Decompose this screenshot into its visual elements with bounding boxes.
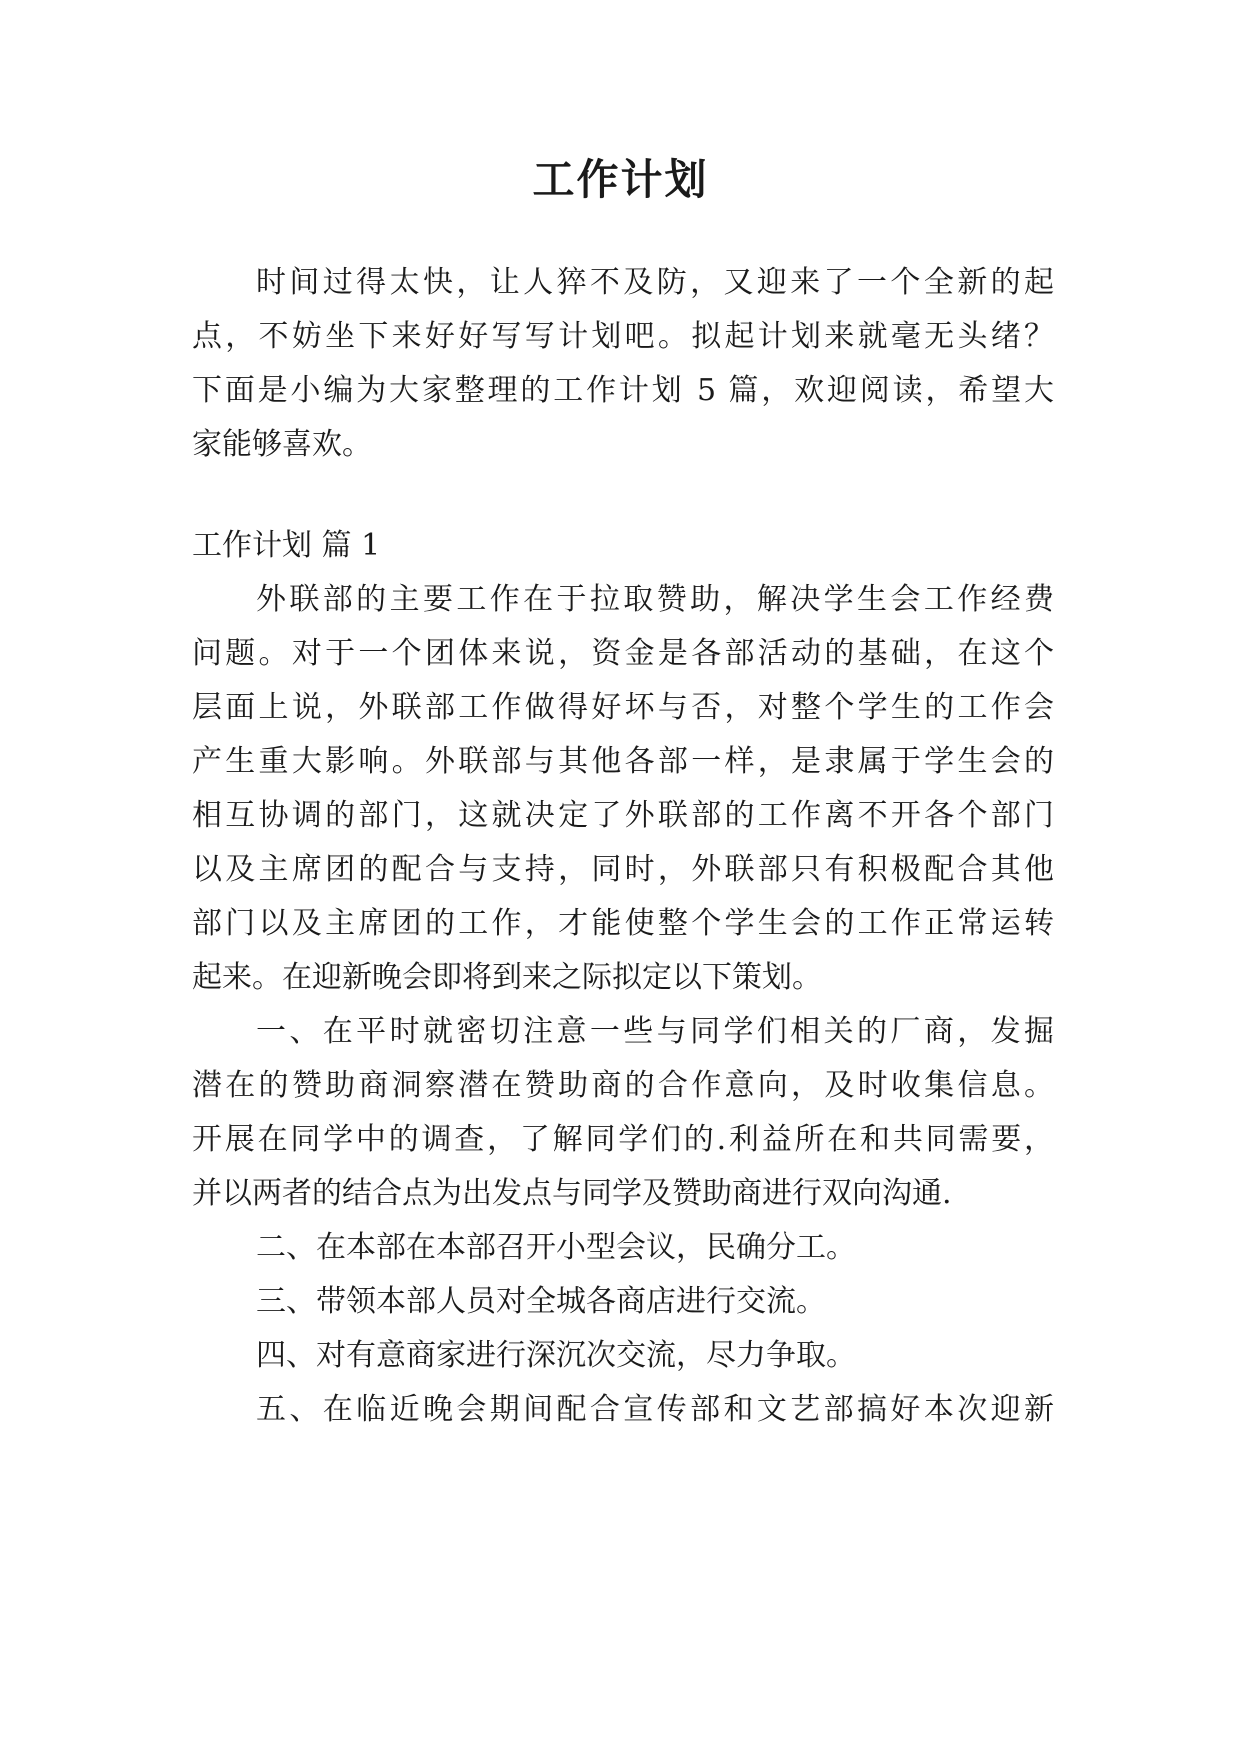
paragraph-line: 起来。在迎新晚会即将到来之际拟定以下策划。: [192, 960, 822, 995]
document-title: 工作计划: [532, 155, 709, 204]
paragraph-line: 以及主席团的配合与支持，同时，外联部只有积极配合其他: [192, 852, 1054, 887]
list-item-line: 潜在的赞助商洞察潜在赞助商的合作意向，及时收集信息。: [192, 1068, 1054, 1103]
intro-line: 家能够喜欢。: [192, 427, 372, 462]
paragraph-line: 外联部的主要工作在于拉取赞助，解决学生会工作经费: [256, 582, 1054, 617]
intro-line: 时间过得太快，让人猝不及防，又迎来了一个全新的起: [256, 265, 1054, 300]
intro-line: 下面是小编为大家整理的工作计划 5 篇，欢迎阅读，希望大: [192, 373, 1054, 408]
list-item-line: 一、在平时就密切注意一些与同学们相关的厂商，发掘: [256, 1014, 1054, 1049]
section-heading: 工作计划 篇 1: [192, 528, 381, 563]
list-item: 五、在临近晚会期间配合宣传部和文艺部搞好本次迎新: [256, 1392, 1054, 1427]
paragraph-line: 层面上说，外联部工作做得好坏与否，对整个学生的工作会: [192, 690, 1054, 725]
list-item: 四、对有意商家进行深沉次交流，尽力争取。: [256, 1338, 856, 1373]
list-item: 二、在本部在本部召开小型会议，民确分工。: [256, 1230, 856, 1265]
paragraph-line: 问题。对于一个团体来说，资金是各部活动的基础，在这个: [192, 636, 1054, 671]
list-item: 三、带领本部人员对全城各商店进行交流。: [256, 1284, 826, 1319]
list-item-line: 开展在同学中的调查，了解同学们的.利益所在和共同需要，: [192, 1122, 1054, 1157]
intro-line: 点，不妨坐下来好好写写计划吧。拟起计划来就毫无头绪？: [192, 319, 1054, 354]
list-item-line: 并以两者的结合点为出发点与同学及赞助商进行双向沟通.: [192, 1176, 952, 1211]
paragraph-line: 相互协调的部门，这就决定了外联部的工作离不开各个部门: [192, 798, 1054, 833]
paragraph-line: 产生重大影响。外联部与其他各部一样，是隶属于学生会的: [192, 744, 1054, 779]
paragraph-line: 部门以及主席团的工作，才能使整个学生会的工作正常运转: [192, 906, 1054, 941]
